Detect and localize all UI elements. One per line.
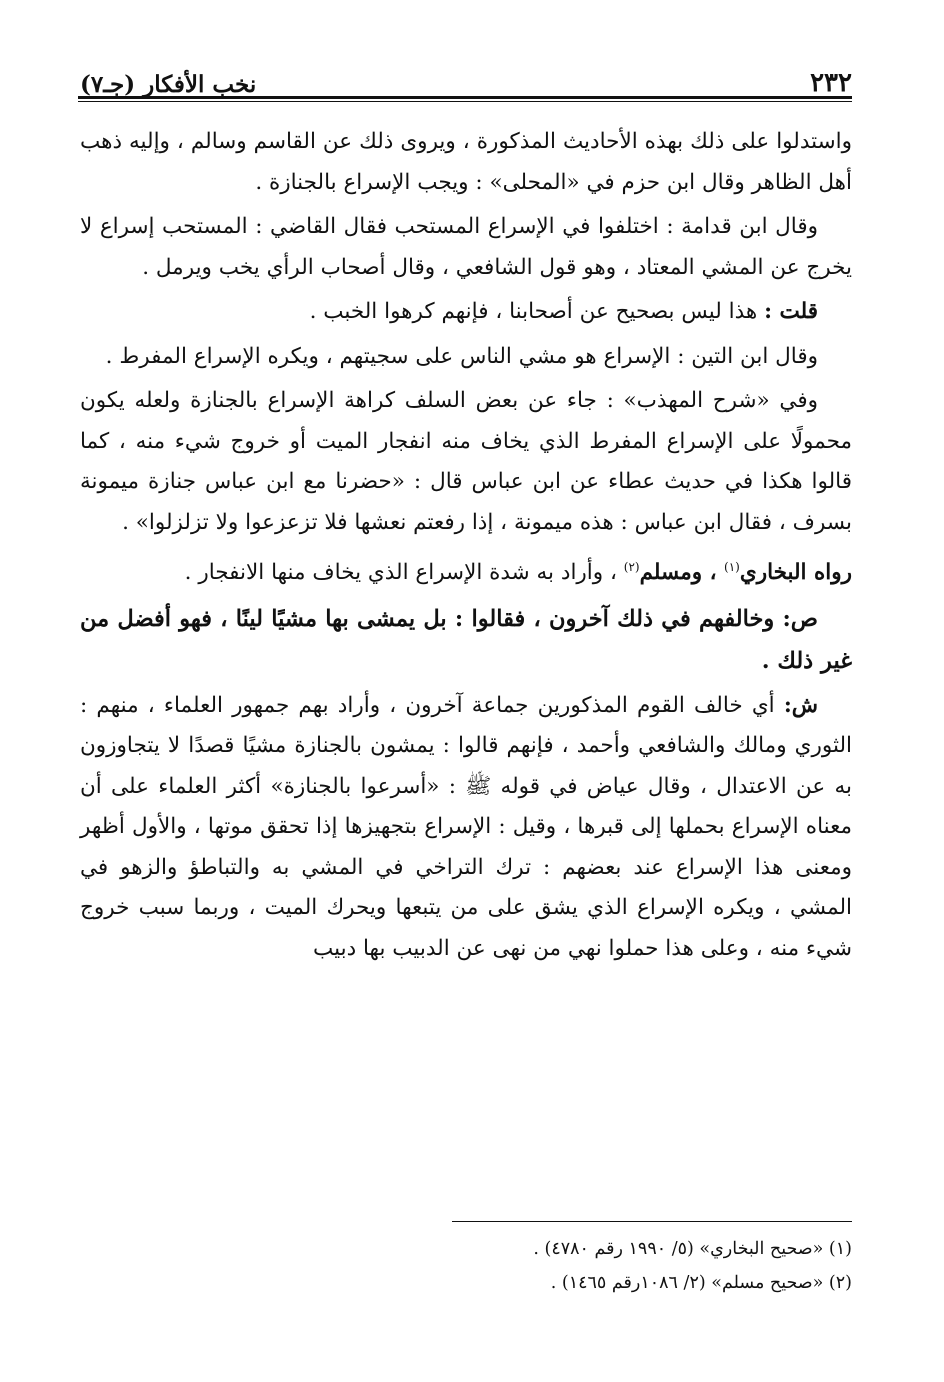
running-head [80, 62, 852, 98]
paragraph-text: هذا ليس بصحيح عن أصحابنا ، فإنهم كرهوا الخبب . [309, 299, 765, 324]
paragraph [80, 122, 852, 203]
paragraph-text: أي خالف القوم المذكورين جماعة آخرون ، وأراد بهم جمهور العلماء ، منهم : الثوري ومالك والشافعي وأحمد ، فإنهم قالوا : يمشون بالجنازة مشيًا قصدًا لا يتجاوزون به عن الاعتدال ، وقال عياض في قوله ﷺ : «أسرعوا بالجنازة» أكثر العلماء على أن معناه الإسراع بحملها إلى قبرها ، وقيل : الإسراع بتجهيزها إذا تحقق موتها ، والأول أظهر ومعنى هذا الإسراع عند بعضهم : ترك التراخي في المشي به والتباطؤ والزهو في المشي ، ويكره الإسراع الذي يشق على من يتبعها ويحرك الميت ، وربما سبب خروج شيء منه ، وعلى هذا حملوا نهي من نهى عن الدبيب بها دبيب [80, 692, 852, 961]
paragraph-lead: رواه البخاري [739, 560, 852, 586]
paragraph [80, 381, 852, 543]
footnote-rule [452, 1221, 852, 1222]
paragraph-matn [80, 598, 852, 682]
body-text [80, 122, 852, 973]
header-rule-thick [78, 96, 852, 99]
footnote-1: (١) «صحيح البخاري» (٥/ ١٩٩٠ رقم ٤٧٨٠) . [533, 1239, 852, 1259]
paragraph-text: واستدلوا على ذلك بهذه الأحاديث المذكورة ، ويروى ذلك عن القاسم وسالم ، وإليه ذهب أهل الظاهر وقال ابن حزم في «المحلى» : ويجب الإسراع بالجنازة . [80, 129, 852, 195]
footnote-marker[interactable]: (٢) [623, 560, 640, 574]
paragraph-lead: قلت : [764, 299, 818, 324]
paragraph [80, 292, 852, 333]
paragraph-text: وقال ابن قدامة : اختلفوا في الإسراع المستحب فقال القاضي : المستحب إسراع لا يخرج عن المشي المعتاد ، وهو قول الشافعي ، وقال أصحاب الرأي يخب ويرمل . [80, 214, 852, 280]
paragraph-sharh [80, 686, 852, 970]
paragraph-lead: ص: [782, 605, 818, 632]
paragraph-lead-2: ، ومسلم [639, 560, 725, 586]
paragraph-text: ، وأراد به شدة الإسراع الذي يخاف منها الانفجار . [184, 560, 624, 586]
paragraph [80, 547, 852, 594]
paragraph [80, 337, 852, 378]
paragraph-text: وفي «شرح المهذب» : جاء عن بعض السلف كراهة الإسراع بالجنازة ولعله يكون محمولًا على الإسراع المفرط الذي يخاف منه انفجار الميت أو خروج شيء منه ، كما قالوا هكذا في حديث عطاء عن ابن عباس قال : «حضرنا مع ابن عباس جنازة ميمونة بسرف ، فقال ابن عباس : هذه ميمونة ، إذا رفعتم نعشها فلا تزعزعوا ولا تزلزلوا» . [80, 388, 852, 535]
page-number: ٢٣٢ [810, 68, 852, 98]
footnote-2: (٢) «صحيح مسلم» (٢/ ١٠٨٦رقم ١٤٦٥) . [550, 1273, 852, 1293]
paragraph-text: وقال ابن التين : الإسراع هو مشي الناس على سجيتهم ، ويكره الإسراع المفرط . [105, 343, 818, 369]
book-title: نخب الأفكار (جـ٧) [80, 71, 257, 98]
footnotes [80, 1232, 852, 1300]
footnote-marker[interactable]: (١) [724, 560, 740, 574]
paragraph-text: وخالفهم في ذلك آخرون ، فقالوا : بل يمشى بها مشيًا لينًا ، فهو أفضل من غير ذلك . [80, 605, 852, 674]
paragraph [80, 207, 852, 288]
paragraph-lead: ش: [783, 692, 818, 718]
header-rule-thin [78, 101, 852, 102]
